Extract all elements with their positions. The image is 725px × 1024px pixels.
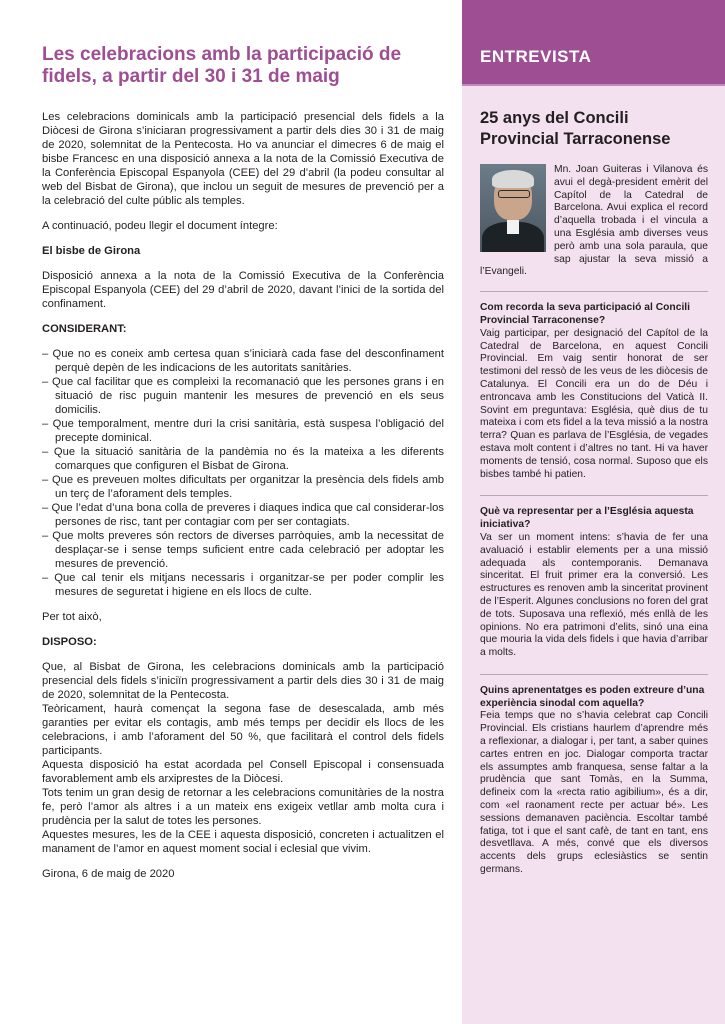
section-divider [462, 84, 725, 86]
author-heading: El bisbe de Girona [42, 245, 141, 257]
list-item: – Que la situació sanitària de la pandèmia no és la mateixa a les diferents comarques que configuren el Bisbat de Girona. [42, 446, 444, 472]
main-article [42, 44, 444, 881]
article-title: Les celebracions amb la participació de fidels, a partir del 30 i 31 de maig [42, 44, 402, 87]
per-tot-aixo: Per tot això, [42, 611, 102, 623]
divider [480, 495, 708, 496]
disposo-heading: DISPOSO: [42, 636, 97, 648]
disposo-body [42, 660, 444, 856]
question: Com recorda la seva participació al Concili Provincial Tarraconense? [480, 302, 691, 326]
disposicio-text: Disposició annexa a la nota de la Comissió Executiva de la Conferència Episcopal Espanyola (CEE) del 29 d’abril de 2020, davant l’inici de la sortida del confinament. [42, 270, 444, 310]
interview-intro: Mn. Joan Guiteras i Vilanova és avui el degà-president emèrit del Capítol de la Catedral de Barcelona. Avui explica el record d’aquella trobada i el vincula a una Església amb diverses veus però amb una sola paraula, que sap ajustar la seva missió a l’Evangeli. [480, 164, 708, 278]
answer: Feia temps que no s’havia celebrat cap Concili Provincial. Els cristians haurlem d’aprendre més a reflexionar, a dialogar i, per tant, a saber quines cartes entren en joc. Dialogar comporta tractar els assumptes amb franquesa, sense faltar a la prudència que sant Tomàs, en la Summa, defineix com la «recta ratio agibilium», és a dir, com «el raonament recte per actuar bé». Les sessions demanaven paciència. Escoltar també fatiga, tot i que el sant cafè, de tant en tant, ens desvetllava. A més, convé que els diversos accents dels grups eclesiàstics se sentin germans. [480, 710, 708, 876]
signature-date: Girona, 6 de maig de 2020 [42, 868, 175, 880]
considerant-heading: CONSIDERANT: [42, 323, 127, 335]
answer: Va ser un moment intens: s’havia de fer una avaluació i establir elements per a una missió adequada als contemporanis. Demanava sinceritat. El fruit primer era la conversió. Les estructures es renoven amb la sinceritat provinent de l’Esperit. Algunes conclusions no foren del grat de tots. Suposava una reflexió, més enllà de les opinions. No era patrimoni d’elits, sinó una eina que mouria la vida dels fidels i que havia d’arribar a molts. [480, 531, 708, 659]
divider [480, 291, 708, 292]
list-item: – Que l’edat d’una bona colla de preveres i diaques indica que cal considerar-los persones de risc, tant per contagiar com per ser contagiats. [42, 502, 444, 528]
article-intro: Les celebracions dominicals amb la participació presencial dels fidels a la Diòcesi de Girona s’iniciaran progressivament a partir dels dies 30 i 31 de maig de 2020, solemnitat de la Pentecosta. Ho va anunciar el dimecres 6 de maig el bisbe Francesc en una disposició annexa a la nota de la Comissió Executiva de la Conferència Episcopal Espanyola (CEE) del 29 d’abril (la podeu consultar al web del Bisbat de Girona), que inclou un seguit de mesures de prevenció per a la celebració del culte públic als temples. [42, 111, 444, 207]
answer: Vaig participar, per designació del Capítol de la Catedral de Barcelona, en aquest Concili Provincial. Em vaig sentir honorat de ser testimoni del ressò de les veus de les diòcesis de Catalunya. El Concili era un do de Déu i entroncava amb les Constitucions del Vaticà II. Sovint em preguntava: Església, què dius de tu mateixa i com ets fidel a la teva missió a la nostra terra? Quan es parlava de l’Església, de vegades estava molt content i d’altres no tant. Hi va haver moments de tensió, cosa normal. Suposo que els bisbes també hi patien. [480, 327, 708, 480]
article-continue: A continuació, podeu llegir el document íntegre: [42, 220, 278, 232]
disposo-paragraph: Que, al Bisbat de Girona, les celebracions dominicals amb la participació presencial dels fidels s’iniciïn progressivament a partir dels dies 30 i 31 de maig de 2020, solemnitat de la Pentecosta. [42, 661, 444, 701]
list-item: – Que molts preveres són rectors de diverses parròquies, amb la necessitat de desplaçar-se i sense temps suficient entre cada celebració per adoptar les mesures de prevenció. [42, 530, 444, 570]
question: Què va representar per a l’Església aquesta iniciativa? [480, 506, 694, 531]
considerant-list [42, 347, 444, 599]
interview-body [480, 108, 708, 891]
list-item: – Que no es coneix amb certesa quan s’iniciarà cada fase del desconfinament perquè depèn de les indicacions de les autoritats sanitàries. [42, 348, 444, 374]
list-item: – Que cal tenir els mitjans necessaris i organitzar-se per poder complir les mesures de seguretat i higiene en els llocs de culte. [42, 572, 444, 598]
list-item: – Que temporalment, mentre duri la crisi sanitària, està suspesa l’obligació del precepte dominical. [42, 418, 444, 444]
divider [480, 674, 708, 675]
interview-title: 25 anys del Concili Provincial Tarraconense [480, 109, 671, 148]
disposo-paragraph: Aquesta disposició ha estat acordada pel Consell Episcopal i consensuada favorablement amb els arxiprestes de la Diòcesi. [42, 759, 444, 785]
section-label: ENTREVISTA [480, 47, 592, 66]
interview-intro-block [480, 164, 708, 279]
interview-column [462, 0, 725, 1024]
question: Quins aprenentatges es poden extreure d’una experiència sinodal com aquella? [480, 684, 705, 709]
disposo-paragraph: Aquestes mesures, les de la CEE i aquesta disposició, concreten i actualitzen el manament de l’amor en aquest moment social i eclesial que vivim. [42, 829, 444, 855]
portrait-photo [480, 164, 546, 252]
section-band [462, 0, 725, 86]
disposo-paragraph: Tots tenim un gran desig de retornar a les celebracions comunitàries de la nostra fe, però l’amor als altres i a un mateix ens exigeix vetllar amb molta cura i prudència per la salut de totes les persones. [42, 787, 444, 827]
list-item: – Que cal facilitar que es compleixi la recomanació que les persones grans i en situació de risc puguin mantenir les mesures de prevenció en els seus domicilis. [42, 376, 444, 416]
list-item: – Que es preveuen moltes dificultats per organitzar la presència dels fidels amb un terç de l’aforament dels temples. [42, 474, 444, 500]
disposo-paragraph: Teòricament, haurà començat la segona fase de desescalada, amb més garanties per evitar els contagis, amb més temps per decidir els llocs de les celebracions, i amb l’aforament del 50 %, que facilitarà el control dels fidels participants. [42, 703, 444, 757]
